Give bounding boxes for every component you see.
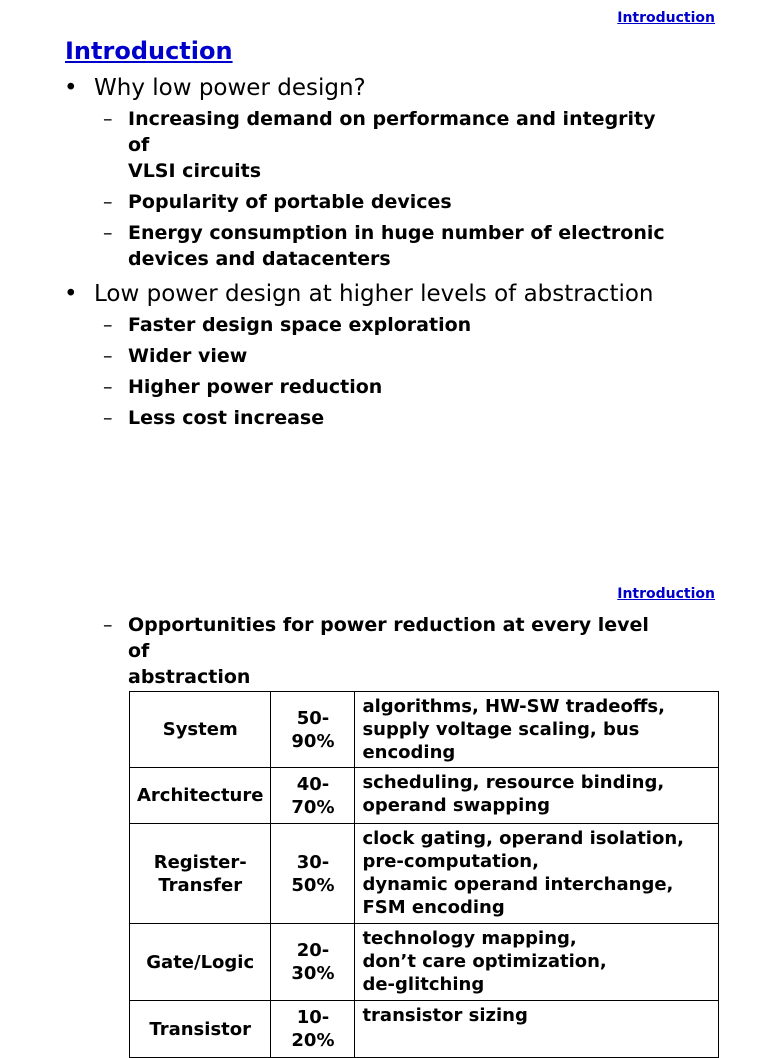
dash-icon: – — [103, 191, 113, 213]
technique-line: clock gating, operand isolation, — [362, 828, 684, 849]
technique-line: scheduling, resource binding, — [362, 772, 665, 793]
sub-item-faster — [0, 312, 768, 338]
sub-list-why — [94, 106, 768, 272]
techniques-cell — [355, 824, 719, 924]
level-cell: Transistor — [130, 1001, 271, 1058]
techniques-cell — [355, 1001, 719, 1058]
technique-line: don’t care optimization, — [362, 951, 607, 972]
table-row — [130, 1001, 719, 1058]
table-row — [130, 824, 719, 924]
level-cell: Architecture — [130, 768, 271, 824]
technique-line: technology mapping, — [362, 928, 577, 949]
level-cell: System — [130, 692, 271, 768]
sub-list-higher — [94, 312, 768, 431]
dash-icon: – — [103, 614, 113, 636]
table-row — [130, 768, 719, 824]
bullet-text: Low power design at higher levels of abstraction — [94, 281, 654, 307]
sub-item-higher-power — [0, 374, 768, 400]
sub-item-line: Opportunities for power reduction at every level of — [128, 614, 649, 662]
techniques-cell — [355, 692, 719, 768]
bullet-higher-levels — [0, 278, 768, 431]
dash-icon: – — [103, 222, 113, 244]
level-cell: Register- Transfer — [130, 824, 271, 924]
sub-item-line: Faster design space exploration — [128, 314, 472, 336]
sub-item-portable — [0, 189, 768, 215]
technique-line: algorithms, HW-SW tradeoffs, — [362, 696, 665, 717]
power-reduction-table — [129, 691, 719, 1058]
level-cell: Gate/Logic — [130, 924, 271, 1001]
sub-item-energy — [0, 220, 768, 272]
technique-line: pre-computation, — [362, 851, 539, 872]
technique-line: operand swapping — [362, 795, 551, 816]
dash-icon: – — [103, 407, 113, 429]
percent-cell: 20-30% — [271, 924, 355, 1001]
sub-item-line: Higher power reduction — [128, 376, 383, 398]
dash-icon: – — [103, 314, 113, 336]
technique-line: de-glitching — [362, 974, 485, 995]
bullet-dot-icon: • — [64, 281, 78, 307]
bullet-dot-icon: • — [64, 75, 78, 101]
sub-item-line: Energy consumption in huge number of electronic — [128, 222, 665, 244]
sub-item-line: VLSI circuits — [128, 160, 262, 182]
technique-line: dynamic operand interchange, — [362, 874, 674, 895]
sub-item-cost — [0, 405, 768, 431]
slide-title[interactable]: Introduction — [65, 37, 233, 65]
introduction-link-second[interactable]: Introduction — [617, 586, 715, 602]
dash-icon: – — [103, 345, 113, 367]
technique-line: transistor sizing — [362, 1005, 528, 1026]
percent-cell: 30-50% — [271, 824, 355, 924]
dash-icon: – — [103, 108, 113, 130]
sub-item-line: devices and datacenters — [128, 248, 391, 270]
techniques-cell — [355, 924, 719, 1001]
sub-item-line: Wider view — [128, 345, 248, 367]
table-row — [130, 924, 719, 1001]
percent-cell: 10-20% — [271, 1001, 355, 1058]
technique-line: FSM encoding — [362, 897, 505, 918]
table-row — [130, 692, 719, 768]
sub-item-line: Less cost increase — [128, 407, 325, 429]
techniques-cell — [355, 768, 719, 824]
technique-line: supply voltage scaling, bus encoding — [362, 719, 640, 763]
opportunities-list — [0, 612, 768, 695]
main-bullet-list — [0, 72, 768, 437]
dash-icon: – — [103, 376, 113, 398]
introduction-link-top[interactable]: Introduction — [617, 10, 715, 26]
sub-item-line: Popularity of portable devices — [128, 191, 452, 213]
bullet-why-low-power — [0, 72, 768, 272]
sub-item-line: Increasing demand on performance and integrity of — [128, 108, 656, 156]
percent-cell: 40-70% — [271, 768, 355, 824]
sub-item-line: abstraction — [128, 666, 251, 688]
sub-item-wider — [0, 343, 768, 369]
sub-item-opportunities — [0, 612, 768, 690]
percent-cell: 50-90% — [271, 692, 355, 768]
bullet-text: Why low power design? — [94, 75, 366, 101]
sub-item-performance — [0, 106, 768, 184]
